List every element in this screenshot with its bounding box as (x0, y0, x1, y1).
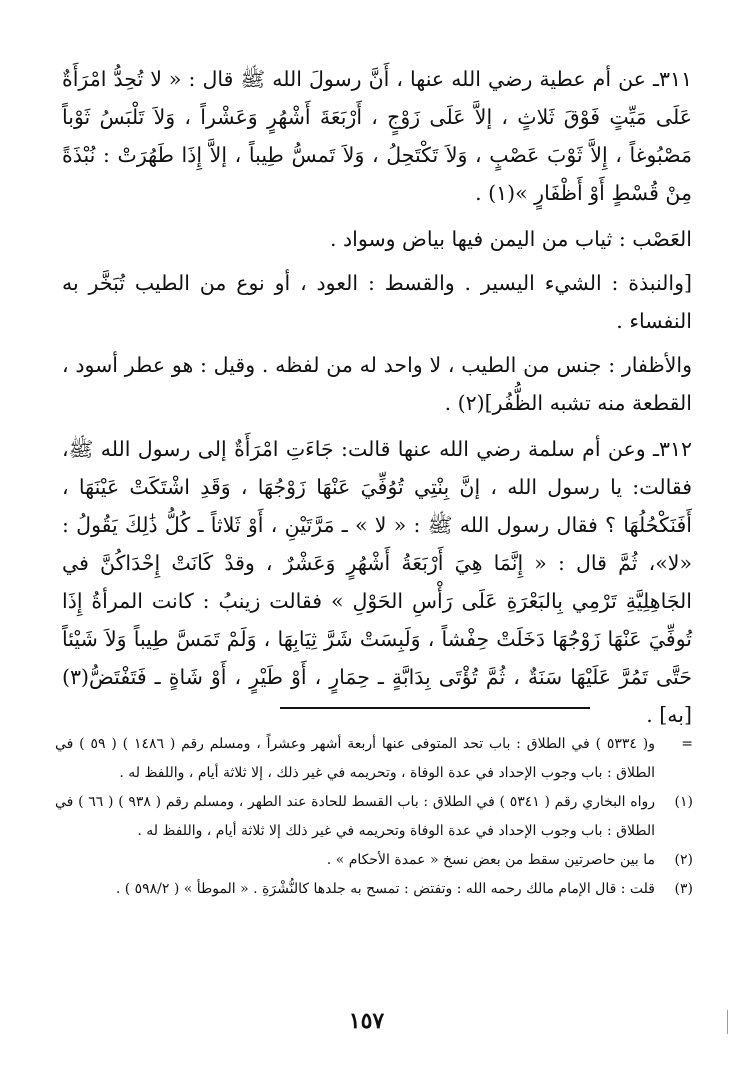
glossary-asb: العَصْب : ثياب من اليمن فيها بياض وسواد . (330, 227, 692, 251)
footnote-3 (55, 875, 695, 904)
glossary-azfar: والأظفار : جنس من الطيب ، لا واحد له من لفظه . وقيل : هو عطر أسود ، القطعة منه تشبه الظُّفُر](٢) . (62, 353, 692, 415)
glossary-nubdha: [والنبذة : الشيء اليسير . والقسط : العود ، أو نوع من الطيب تُبَخَّر به النفساء . (62, 271, 692, 333)
main-text (62, 60, 692, 740)
hadith-312: ٣١٢ـ وعن أم سلمة رضي الله عنها قالت: جَاءَتِ امْرَأَةٌ إلى رسول الله ﷺ، فقالت: يا رسول الله ، إنَّ بِنْتِي تُوُفِّيَ عَنْهَا زَوْجُهَا ، وَقَدِ اشْتَكَتْ عَيْنَهَا ، أَفَنَكْحُلُهَا ؟ فقال رسول الله ﷺ : « لا » ـ مَرَّتَيْنِ ، أَوْ ثَلاثاً ـ كُلُّ ذَٰلِكَ يَقُولُ : «لا»، ثُمَّ قال : « إِنَّمَا هِيَ أَرْبَعَةُ أَشْهُرٍ وَعَشْرٌ ، وقدْ كَانَتْ إِحْدَاكُنَّ في الجَاهِلِيَّةِ تَرْمِي بِالبَعْرَةِ عَلَى رَأْسِ الحَوْلِ » فقالت زينبُ : كانت المرأةُ إِذَا تُوفِّيَ عَنْهَا زَوْجُهَا دَخَلَتْ حِفْشاً ، وَلَبِسَتْ شَرَّ ثِيَابِهَا ، وَلَمْ تَمَسَّ طِيباً وَلاَ شَيْئاً حَتَّى تَمُرَّ عَلَيْهَا سَنَةٌ ، ثُمَّ تُؤْتَى بِدَابَّةٍ ـ حِمَارٍ ، أَوْ طَيْرٍ ، أَوْ شَاةٍ ـ فَتَفْتَضُّ(٣) [به] . (62, 437, 692, 727)
footnote-2 (55, 846, 695, 875)
footnotes (55, 730, 695, 904)
footnote-marker: = (681, 736, 693, 752)
page-number: ١٥٧ (348, 1008, 385, 1034)
scan-edge-mark (727, 1010, 733, 1034)
hadith-311: ٣١١ـ عن أم عطية رضي الله عنها ، أَنَّ رسولَ الله ﷺ قال : « لا تُحِدُّ امْرَأَةٌ عَلَى مَيِّتٍ فَوْقَ ثَلاثٍ ، إلاَّ عَلَى زَوْجٍ ، أَرْبَعَةَ أَشْهُرٍ وَعَشْراً ، وَلاَ تَلْبَسُ ثَوْباً مَصْبُوغاً ، إِلاَّ ثَوْبَ عَصْبٍ ، وَلاَ تَكْتَحِلُ ، وَلاَ تَمسُّ طِيباً ، إلاَّ إِذَا طَهُرَتْ : نُبْذَةً مِنْ قُسْطٍ أَوْ أَظْفَارٍ »(١) . (62, 67, 692, 205)
footnote-marker: (٢) (674, 852, 693, 868)
footnote-marker: (٣) (674, 881, 693, 897)
footnote-divider (280, 707, 590, 709)
footnote-marker: (١) (674, 794, 693, 810)
footnote-text: رواه البخاري رقم ( ٥٣٤١ ) في الطلاق : باب القسط للحادة عند الطهر ، ومسلم رقم ( ٩٣٨ ) ( ٦٦ ) في الطلاق : باب وجوب الإحداد في عدة الوفاة وتحريمه في غير ذلك إلا ثلاثة أيام ، واللفظ له . (55, 794, 656, 839)
footnote-1 (55, 788, 695, 846)
footnote-text: ما بين حاصرتين سقط من بعض نسخ « عمدة الأحكام » . (326, 852, 655, 868)
footnote-text: و( ٥٣٣٤ ) في الطلاق : باب تحد المتوفى عنها أربعة أشهر وعشراً ، ومسلم رقم ( ١٤٨٦ ) ( ٥٩ ) في الطلاق : باب وجوب الإحداد في عدة الوفاة ، وتحريمه في غير ذلك ، إلا ثلاثة أيام ، واللفظ له . (55, 736, 655, 781)
footnote-text: قلت : قال الإمام مالك رحمه الله : وتفتض : تمسح به جلدها كالنُّشْرَةِ . « الموطأ » ( ٥٩٨/٢ ) . (115, 881, 655, 897)
footnote-continuation (55, 730, 695, 788)
